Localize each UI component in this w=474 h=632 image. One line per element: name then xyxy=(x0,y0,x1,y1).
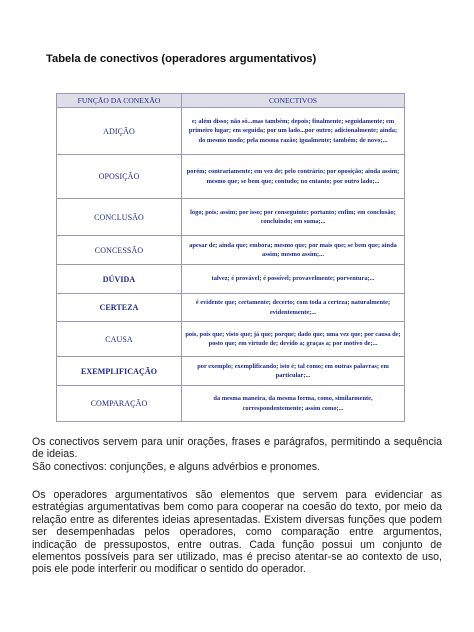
table-row xyxy=(57,386,405,422)
row-connectives: por exemplo; exemplificando; isto é; tal como; em outras palavras; em particular;... xyxy=(182,357,405,386)
row-function: ADIÇÃO xyxy=(57,108,182,155)
table-row xyxy=(57,155,405,199)
intro-line-2: São conectivos: conjunções, e alguns advérbios e pronomes. xyxy=(32,460,320,473)
document-title: Tabela de conectivos (operadores argumentativos) xyxy=(46,53,317,65)
intro-line-1: Os conectivos servem para unir orações, frases e parágrafos, permitindo a sequência de ideias. xyxy=(32,436,442,461)
table-row xyxy=(57,265,405,294)
header-funcao: FUNÇÃO DA CONEXÃO xyxy=(57,94,182,108)
operators-paragraph xyxy=(32,489,442,576)
header-conectivos: CONECTIVOS xyxy=(182,94,405,108)
table-row xyxy=(57,357,405,386)
row-connectives: pois, pois que; visto que; já que; porque; dado que; uma vez que; por causa de; posto que; em virtude de; devido a; graças a; por motivo de;... xyxy=(182,322,405,357)
operators-text: Os operadores argumentativos são elementos que servem para evidenciar as estratégias argumentativas bem como para cooperar na coesão do texto, por meio da relação entre as diferentes ideias apresentadas. Existem diversas funções que podem ser desempenhadas pelos operadores, como comparação entre argumentos, indicação de pressupostos, entre outras. Cada função possui um conjunto de elementos possíveis para ser utilizado, mas é preciso atentar-se ao contexto de uso, pois ele pode interferir ou modificar o sentido do operador. xyxy=(32,489,442,576)
table-row xyxy=(57,322,405,357)
row-connectives: e; além disso; não só...mas também; depois; finalmente; seguidamente; em primeiro lugar; em seguida; por um lado...por outro; adicionalmente; ainda; do mesmo modo; pela mesma razão; igualmente; também; de novo;... xyxy=(182,108,405,155)
table-row xyxy=(57,236,405,265)
intro-paragraph xyxy=(32,436,442,473)
table-row xyxy=(57,108,405,155)
row-connectives: porém; contrariamente; em vez de; pelo contrário; por oposição; ainda assim; mesmo que; se bem que; contudo; no entanto; por outro lado;... xyxy=(182,155,405,199)
row-function: EXEMPLIFICAÇÃO xyxy=(57,357,182,386)
row-function: CONCESSÃO xyxy=(57,236,182,265)
row-connectives: apesar de; ainda que; embora; mesmo que; por mais que; se bem que; ainda assim; mesmo assim;... xyxy=(182,236,405,265)
row-connectives: talvez; é provável; é possível; provavelmente; porventura;... xyxy=(182,265,405,294)
row-connectives: é evidente que; certamente; decerto; com toda a certeza; naturalmente; evidentemente;... xyxy=(182,294,405,322)
row-function: CERTEZA xyxy=(57,294,182,322)
table-row xyxy=(57,294,405,322)
row-function: COMPARAÇÃO xyxy=(57,386,182,422)
table-header-row xyxy=(57,94,405,108)
table-row xyxy=(57,199,405,236)
row-function: CONCLUSÃO xyxy=(57,199,182,236)
row-connectives: logo; pois; assim; por isso; por conseguinte; portanto; enfim; em conclusão; concluindo; em suma;... xyxy=(182,199,405,236)
row-function: DÚVIDA xyxy=(57,265,182,294)
connectives-table xyxy=(56,93,405,422)
row-function: CAUSA xyxy=(57,322,182,357)
row-connectives: da mesma maneira, da mesma forma, como, similarmente, correspondentemente; assim como;... xyxy=(182,386,405,422)
row-function: OPOSIÇÃO xyxy=(57,155,182,199)
